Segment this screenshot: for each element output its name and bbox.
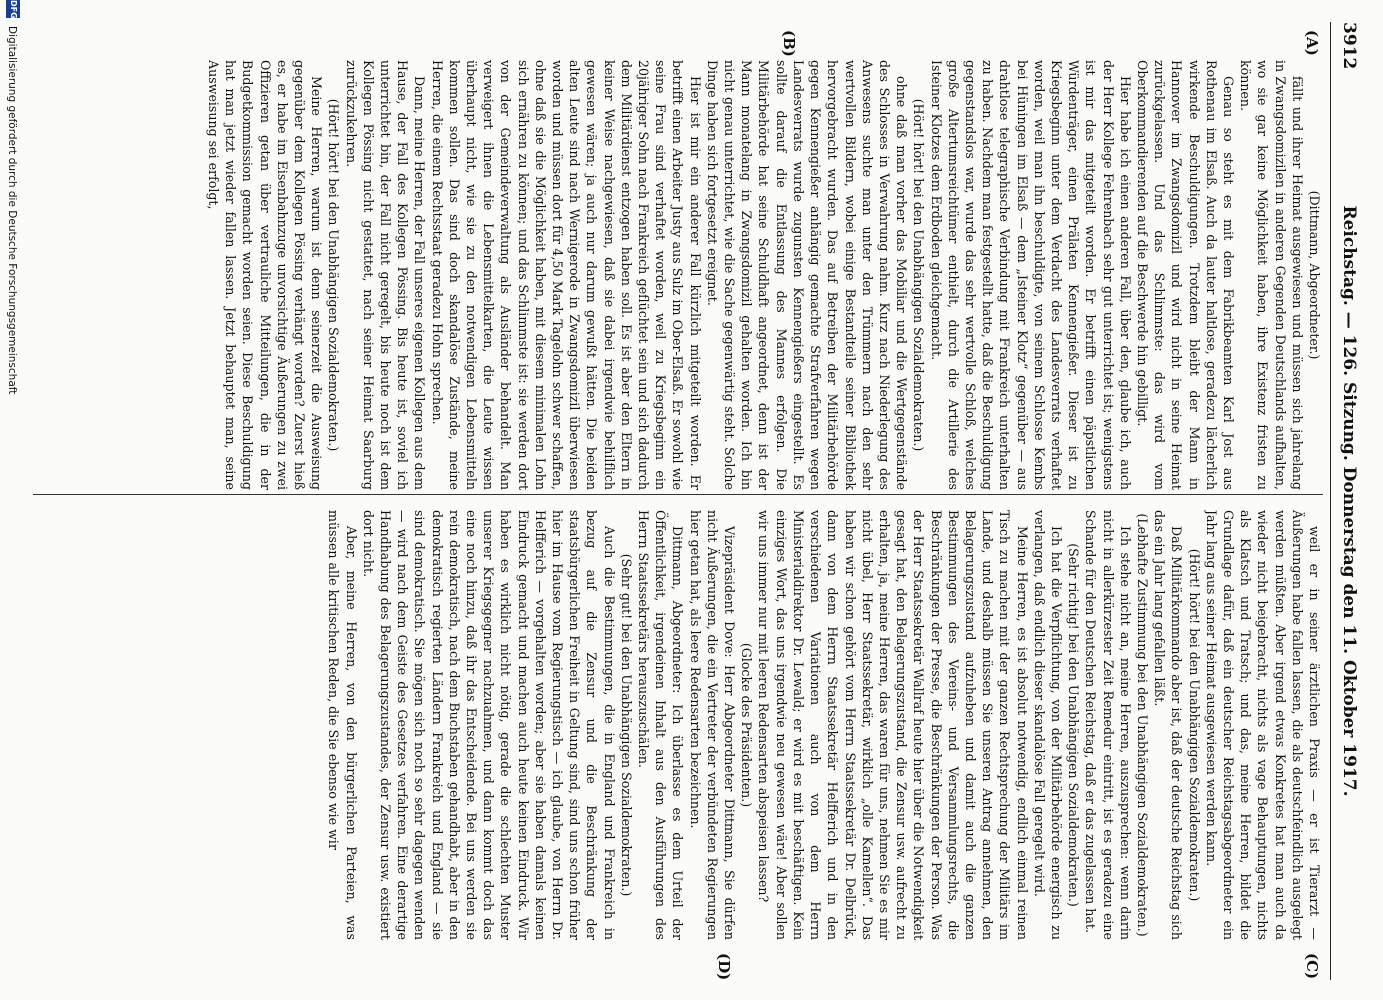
page-footer xyxy=(0,0,30,1000)
paragraph: Genau so steht es mit dem Fabrikbeamten Karl Jost aus Rothenau im Elsaß. Auch da lauter haltlose, geradezu lächerlich wirkende Beschuldigungen. Trotzdem bleibt der Mann in Hannover im Zwangsdomizil und wird nicht in seine Heimat zurückgelassen. Und das Schlimmste: das wird vom Oberkommandierenden auf die Beschwerde hin gebilligt. xyxy=(1134,60,1236,490)
paragraph: Meine Herren, warum ist denn seinerzeit die Ausweisung gegenüber dem Kollegen Pössing verhängt worden? Zuerst hieß es, er habe im Eisenbahnzuge unvorsichtige Äußerungen zu zwei Offizieren getan über vertrauliche Mitteilungen, die in der Budgetkommission gemacht worden seien. Diese Beschuldigung hat man jetzt wieder fallen lassen. Jetzt behauptet man, seine Ausweisung sei erfolgt, xyxy=(206,60,325,490)
right-column xyxy=(23,510,1323,940)
speaker-line: (Dittmann, Abgeordneter.) xyxy=(1307,190,1322,360)
paragraph: Dann, meine Herren, der Fall unseres eigenen Kollegen aus dem Hause, der Fall des Kollegen Pössing. Bis heute ist, soviel ich unterrichtet bin, der Fall nicht geregelt, bis heute noch ist dem Kollegen Pössing nicht gestattet, nach seiner Heimat Saarburg zurückzukehren. xyxy=(343,60,428,490)
paragraph: Dittmann, Abgeordneter: Ich überlasse es dem Urteil der Öffentlichkeit, irgendeinen Inhalt aus den Ausführungen des Herrn Staatssekretärs herauszuschälen. xyxy=(636,510,686,940)
margin-marker-a: (A) xyxy=(1303,30,1321,56)
digitization-credit: Digitalisierung gefördert durch die Deutsche Forschungsgemeinschaft xyxy=(6,26,18,395)
interjection: (Glocke des Präsidenten.) xyxy=(739,642,755,808)
dfg-logo: DFG xyxy=(6,0,20,18)
header-rule xyxy=(1330,22,1331,980)
margin-marker-d: (D) xyxy=(715,953,733,981)
paragraph: fällt und ihrer Heimat ausgewiesen und müssen sich jahrelang in Zwangsdomizilen in anderen Gegenden Deutschlands aufhalten, wo sie gar keine Möglichkeit haben, ihre Existenz fristen zu können. xyxy=(1238,60,1305,490)
interjection: (Hört! hört! bei den Unabhängigen Sozialdemokraten.) xyxy=(1186,548,1202,902)
interjection: (Sehr richtig! bei den Unabhängigen Sozialdemokraten.) xyxy=(1066,543,1082,907)
paragraph: Hier ist mir ein anderer Fall kürzlich mitgeteilt worden. Er betrifft einen Arbeiter Justy aus Sulz im Ober-Elsaß. Er sowohl wie seine Frau sind verhaftet worden, weil zu Kriegsbeginn ein 20jähriger Sohn nach Frankreich geflüchtet sein und sich dadurch dem Militärdienst entzogen haben soll. Es ist aber den Eltern in keiner Weise nachgewiesen, daß sie dabei irgendwie behilflich gewesen wären; ja auch nur darum gewußt hätten. Die beiden alten Leute sind nach Wernigerode in Zwangsdomizil überwiesen worden und müssen dort für 4,50 Mark Tagelohn schwer schaffen, ohne daß sie die Möglichkeit haben, mit diesem minimalen Lohn sich ernähren zu können; und das Schlimmste ist: sie werden dort von der Gemeindeverwaltung als Ausländer behandelt. Man verweigert ihnen die Lebensmittelkarten, die Leute wissen überhaupt nicht, wie sie zu den notwendigen Lebensmitteln kommen sollen. Das sind doch skandalöse Zustände, meine Herren, die einem Rechtsstaat geradezu Hohn sprechen. xyxy=(429,60,703,490)
paragraph: weil er in seiner ärztlichen Praxis — er ist Tierarzt — Äußerungen habe fallen lassen, die als deutschfeindlich ausgelegt werden müßten. Aber irgend etwas Konkretes hat man auch da wieder nicht beigebracht, nichts als vage Behauptungen, nichts als Klatsch und Tratsch; und das, meine Herren, bildet die Grundlage dafür, daß ein deutscher Reichstagsabgeordneter ein Jahr lang aus seiner Heimat ausgewiesen werden kann. xyxy=(1203,510,1322,940)
paragraph: Aber, meine Herren, von den bürgerlichen Parteien, was müssen alle kritischen Reden, die Sie ebenso wie wir xyxy=(326,510,359,940)
left-column xyxy=(23,60,1323,490)
paragraph: Ich stehe nicht an, meine Herren, auszusprechen: wenn darin nicht in allerkürzester Zeit Remedur eintritt, ist es geradezu eine Schande für den Deutschen Reichstag, daß er das zugelassen hat. xyxy=(1083,510,1133,940)
interjection: (Hört! hört! bei den Unabhängigen Sozialdemokraten.) xyxy=(326,98,342,452)
running-title: Reichstag. — 126. Sitzung. Donnerstag den 11. Oktober 1917. xyxy=(1339,205,1359,797)
interjection: (Hört! hört! bei den Unabhängigen Sozialdemokraten.) xyxy=(911,98,927,452)
paragraph: Vizepräsident Dove: Herr Abgeordneter Dittmann, Sie dürfen nicht Äußerungen, die ein Vertreter der verbündeten Regierungen hier getan hat, als leere Redensarten bezeichnen. xyxy=(687,510,738,940)
paragraph: Auch die Bestimmungen, die in England und Frankreich in bezug auf die Zensur und die Beschränkung der staatsbürgerlichen Freiheit in Geltung sind, sind uns schon früher hier im Hause vom Regierungstisch — ich glaube, von Herrn Dr. Helfferich — vorgehalten worden; aber sie haben damals keinen Eindruck gemacht und machen auch heute keinen Eindruck. Wir haben es wirklich nicht nötig, gerade die schlechten Muster unserer Kriegsgegner nachzuahmen, und dann kommt doch das eine noch hinzu, daß ihr das Entscheidende. Bei uns werden sie rein demokratisch, nach dem Buchstaben gehandhabt, aber in den demokratisch regierten Ländern Frankreich und England — sie sind demokratisch. Sie mögen sich noch so sehr dagegen wenden — wird nach dem Geiste des Gesetzes verfahren. Eine derartige Handhabung des Belagerungszustandes, der Zensur usw. existiert dort nicht. xyxy=(360,510,617,940)
page-header xyxy=(1331,22,1365,980)
interjection: (Lebhafte Zustimmung bei den Unabhängigen Sozialdemokraten.) xyxy=(1134,513,1150,937)
margin-marker-c: (C) xyxy=(1303,953,1321,980)
interjection: (Sehr gut! bei den Unabhängigen Sozialdemokraten.) xyxy=(618,553,634,897)
paragraph: Hier habe ich einen anderen Fall, über den, glaube ich, auch der Herr Kollege Fehrenbach sehr gut unterrichtet ist; wenigstens ist mir das mitgeteilt worden. Er betrifft einen päpstlichen Würdenträger, einen Prälaten Kennengießer. Dieser ist zu Kriegsbeginn unter dem Verdacht des Landesverrats verhaftet worden, weil man ihn beschuldigte, von seinem Schlosse Kembs bei Hüningen im Elsaß — dem „Isteiner Klotz“ gegenüber — aus drahtlose telegraphische Verbindung mit Frankreich unterhalten zu haben. Nachdem man festgestellt hatte, daß die Beschuldigung gegenstandslos war, wurde das sehr wertvolle Schloß, welches große Altertumsreichtümer enthielt, durch die Artillerie des Isteiner Klotzes dem Erdboden gleichgemacht. xyxy=(928,60,1133,490)
column-divider xyxy=(33,494,1323,495)
margin-marker-b: (B) xyxy=(780,30,798,57)
paragraph: Meine Herren, es ist absolut notwendig, endlich einmal reinen Tisch zu machen mit der ganzen Rechtsprechung der Militärs im Lande, und deshalb müssen Sie unseren Antrag annehmen, den Belagerungszustand aufzuheben und damit auch die ganzen Bestimmungen des Vereins- und Versammlungsrechts, die Beschränkungen der Presse, die Beschränkungen der Person. Was der Herr Staatssekretär Wallraf heute hier über die Notwendigkeit gesagt hat, den Belagerungszustand, die Zensur usw. aufrecht zu erhalten, ja, meine Herren, das waren für uns, nehmen Sie es mir nicht übel, Herr Staatssekretär, wirklich „olle Kamellen“. Das haben wir schon gehört vom Herrn Staatssekretär Dr. Delbrück, dann von dem Herrn Staatssekretär Helfferich und in den verschiedenen Variationen auch von dem Herrn Ministerialdirektor Dr. Lewald; er wird es mit beschäftigen. Kein einziges Wort, das uns irgendwie neu gewesen wäre! Aber sollen wir uns immer nur mit leeren Redensarten abspeisen lassen? xyxy=(756,510,1030,940)
paragraph: Ich hat die Verpflichtung, von der Militärbehörde energisch zu verlangen, daß endlich dieser skandalöse Fall geregelt wird. xyxy=(1031,510,1064,940)
page-number: 3912 xyxy=(1339,22,1359,70)
paragraph: ohne daß man vorher das Mobiliar und die Wertgegenstände des Schlosses in Verwahrung nahm. Kurz nach Niederlegung des Anwesens suchte man unter den Trümmern nach den sehr wertvollen Bildern, wobei einige Bestandteile seiner Bibliothek hervorgebracht wurden. Das auf Betreiben der Militärbehörde gegen Kennengießer anhängig gemachte Strafverfahren wegen Landesverrats wurde zugunsten Kennengießers eingestellt. Es sollte darauf die Entlassung des Mannes erfolgen. Die Militärbehörde hat seine Schuldhaft angeordnet, denn ist der Mann monatelang in Zwangsdomizil gehalten worden. Ich bin nicht genau unterrichtet, wie die Sache gegenwärtig steht. Solche Dinge haben sich fortgesetzt ereignet. xyxy=(704,60,910,490)
paragraph: Daß Militärkommando aber ist, daß der deutsche Reichstag sich das ein Jahr lang gefallen läßt. xyxy=(1152,510,1185,940)
